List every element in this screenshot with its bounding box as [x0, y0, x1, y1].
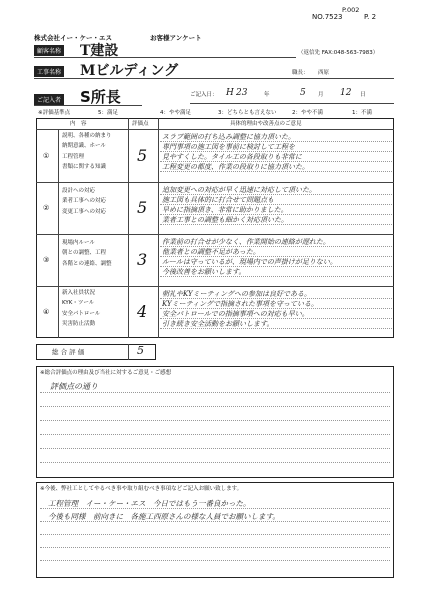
writer-label: ご記入者: [34, 94, 64, 105]
row-comment: スラブ範囲の打ち込み調整に協力頂いた。 専門事項の施工図を事前に検討して工程を 見やすくした。タイル工の各段取りも非常に 工程変更の都度、作業の段取りに協力頂いた。: [162, 133, 309, 171]
foreman-value: 西原: [318, 70, 330, 76]
total-label: 総 合 評 価: [52, 348, 85, 356]
row-score: 3: [137, 250, 148, 269]
row-score: 5: [137, 146, 148, 165]
row-labels: 説明、各種の納まり 納期意識、ホール 工程管理 書類に関する知識: [62, 133, 112, 171]
col-content-header: 内 容: [70, 121, 87, 127]
date-month-unit: 月: [318, 92, 324, 98]
legend-item: 1：不満: [352, 110, 372, 116]
client-value: T建設: [80, 43, 119, 59]
row-comment: 作業前の打合せが少なく、作業開始の連絡が遅れた。 他業者との調整不足があった。 ルールは守っているが、現場内での声掛けが足りない。 今後改善をお願いします。: [162, 238, 337, 276]
row-score: 5: [137, 198, 148, 217]
col-score-header: 評価点: [132, 121, 149, 127]
legend-prefix: ※評価基準点: [38, 110, 71, 116]
date-label: ご記入日：: [190, 92, 218, 98]
writer-value: S所長: [80, 88, 121, 106]
legend-item: 4：やや満足: [160, 110, 191, 116]
row-letter: ④: [43, 308, 50, 316]
request-heading: ※今後、弊社工としてやるべき事や取り組むべき事項などご記入お願い致します。: [40, 486, 243, 492]
date-year: 23: [236, 88, 248, 98]
client-label: 顧客名称: [34, 45, 64, 56]
opinion-heading: ※総合評価点の理由及び当社に対するご意見・ご感想: [40, 370, 172, 376]
request-answer: 工程管理 イー・ケー・エス 今日ではもう一番良かった。 今後も同様 前向きに 各施工西原さんの様な人員でお願いします。: [48, 499, 280, 521]
legend-item: 5：満足: [98, 110, 118, 116]
col-comment-header: 具体的理由や改善点のご意見: [230, 121, 302, 127]
legend-item: 2：やや不満: [292, 110, 323, 116]
foreman-label: 職長：: [292, 70, 309, 76]
legend-item: 3：どちらとも言えない: [218, 110, 277, 116]
row-letter: ③: [43, 256, 50, 264]
total-score: 5: [137, 344, 144, 357]
reply-fax: （返信先 FAX:048-563-7983）: [298, 50, 379, 56]
row-letter: ②: [43, 204, 50, 212]
date-era: H: [226, 88, 234, 98]
form-title: お客様アンケート: [150, 34, 202, 42]
row-labels: 新入社員状況 KYK・ツール 安全パトロール 災害防止活動: [62, 290, 101, 328]
date-month: 5: [300, 88, 306, 98]
date-year-unit: 年: [264, 92, 270, 98]
row-labels: 設計への対応 業者工事への対応 変更工事への対応: [62, 188, 107, 215]
row-score: 4: [137, 302, 148, 321]
date-day: 12: [340, 88, 352, 98]
row-comment: 追加変更への対応が早く迅速に対応して頂いた。 施工図も具体的に打合せて問題点も 早めに指摘頂き、非常に助かりました。 業者工事との調整も細かく対応頂いた。: [162, 186, 316, 224]
company-name: 株式会社イー・ケー・エス: [34, 34, 112, 42]
date-day-unit: 日: [360, 92, 366, 98]
row-letter: ①: [43, 152, 50, 160]
project-label: 工事名称: [34, 66, 64, 77]
fax-page-code: P.002: [342, 6, 360, 14]
project-value: Mビルディング: [80, 63, 179, 79]
row-comment: 朝礼やKYミーティングへの参加は良好である。 KYミーティングで指摘された事項を守っている。 安全パトロールでの指摘事項への対応も早い。 引き続き安全活動をお願いします。: [162, 290, 318, 328]
opinion-answer: 評価点の通り: [50, 382, 98, 391]
page-number: P. 2: [364, 13, 377, 21]
row-labels: 現場内ルール 朝との調整、工程 各階との連絡、調整: [62, 240, 112, 267]
document-number: NO.7523: [312, 13, 343, 21]
